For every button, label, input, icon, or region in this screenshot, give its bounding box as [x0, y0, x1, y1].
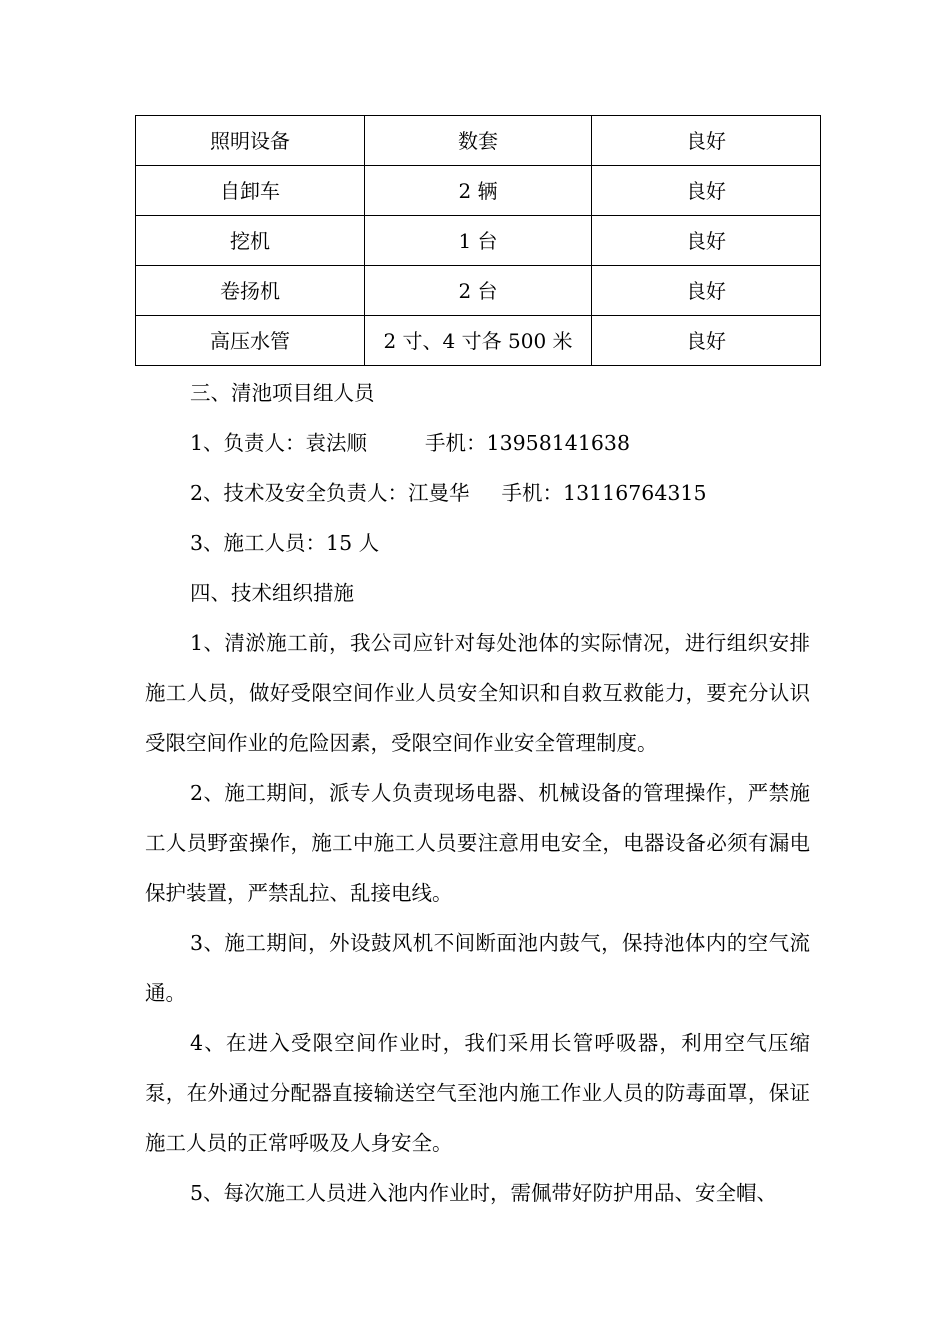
equipment-quantity-cell: 2 寸、4 寸各 500 米	[365, 316, 592, 366]
leader-label: 1、负责人：袁法顺	[190, 431, 368, 455]
measure-paragraph: 5、每次施工人员进入池内作业时，需佩带好防护用品、安全帽、	[190, 1181, 778, 1205]
equipment-condition-cell: 良好	[592, 116, 821, 166]
tech-leader-label: 2、技术及安全负责人：江曼华	[190, 481, 470, 505]
equipment-quantity-cell: 2 台	[365, 266, 592, 316]
table-row	[136, 316, 821, 366]
equipment-name-cell: 高压水管	[136, 316, 365, 366]
workers-line: 3、施工人员：15 人	[190, 531, 380, 555]
equipment-name-cell: 自卸车	[136, 166, 365, 216]
equipment-condition-cell: 良好	[592, 166, 821, 216]
equipment-name-cell: 卷扬机	[136, 266, 365, 316]
equipment-condition-cell: 良好	[592, 216, 821, 266]
section3-heading: 三、清池项目组人员	[190, 381, 375, 405]
equipment-quantity-cell: 数套	[365, 116, 592, 166]
table-row	[136, 116, 821, 166]
equipment-table	[135, 115, 821, 366]
equipment-name-cell: 挖机	[136, 216, 365, 266]
equipment-name-cell: 照明设备	[136, 116, 365, 166]
equipment-condition-cell: 良好	[592, 266, 821, 316]
equipment-quantity-cell: 1 台	[365, 216, 592, 266]
measure-paragraph: 1、清淤施工前，我公司应针对每处池体的实际情况，进行组织安排施工人员，做好受限空间作业人员安全知识和自救互救能力，要充分认识受限空间作业的危险因素，受限空间作业安全管理制度。	[145, 631, 810, 755]
table-row	[136, 266, 821, 316]
body-text	[145, 368, 810, 1218]
equipment-condition-cell: 良好	[592, 316, 821, 366]
table-row	[136, 166, 821, 216]
equipment-quantity-cell: 2 辆	[365, 166, 592, 216]
leader-phone: 手机：13958141638	[425, 431, 631, 455]
measure-paragraph: 2、施工期间，派专人负责现场电器、机械设备的管理操作，严禁施工人员野蛮操作，施工中施工人员要注意用电安全，电器设备必须有漏电保护装置，严禁乱拉、乱接电线。	[145, 781, 810, 905]
leader-line	[145, 418, 810, 468]
tech-leader-phone: 手机：13116764315	[501, 481, 707, 505]
measure-paragraph: 4、在进入受限空间作业时，我们采用长管呼吸器，利用空气压缩泵，在外通过分配器直接输送空气至池内施工作业人员的防毒面罩，保证施工人员的正常呼吸及人身安全。	[145, 1031, 810, 1155]
section4-heading: 四、技术组织措施	[190, 581, 354, 605]
measure-paragraph: 3、施工期间，外设鼓风机不间断面池内鼓气，保持池体内的空气流通。	[145, 931, 810, 1005]
table-row	[136, 216, 821, 266]
tech-leader-line	[145, 468, 810, 518]
